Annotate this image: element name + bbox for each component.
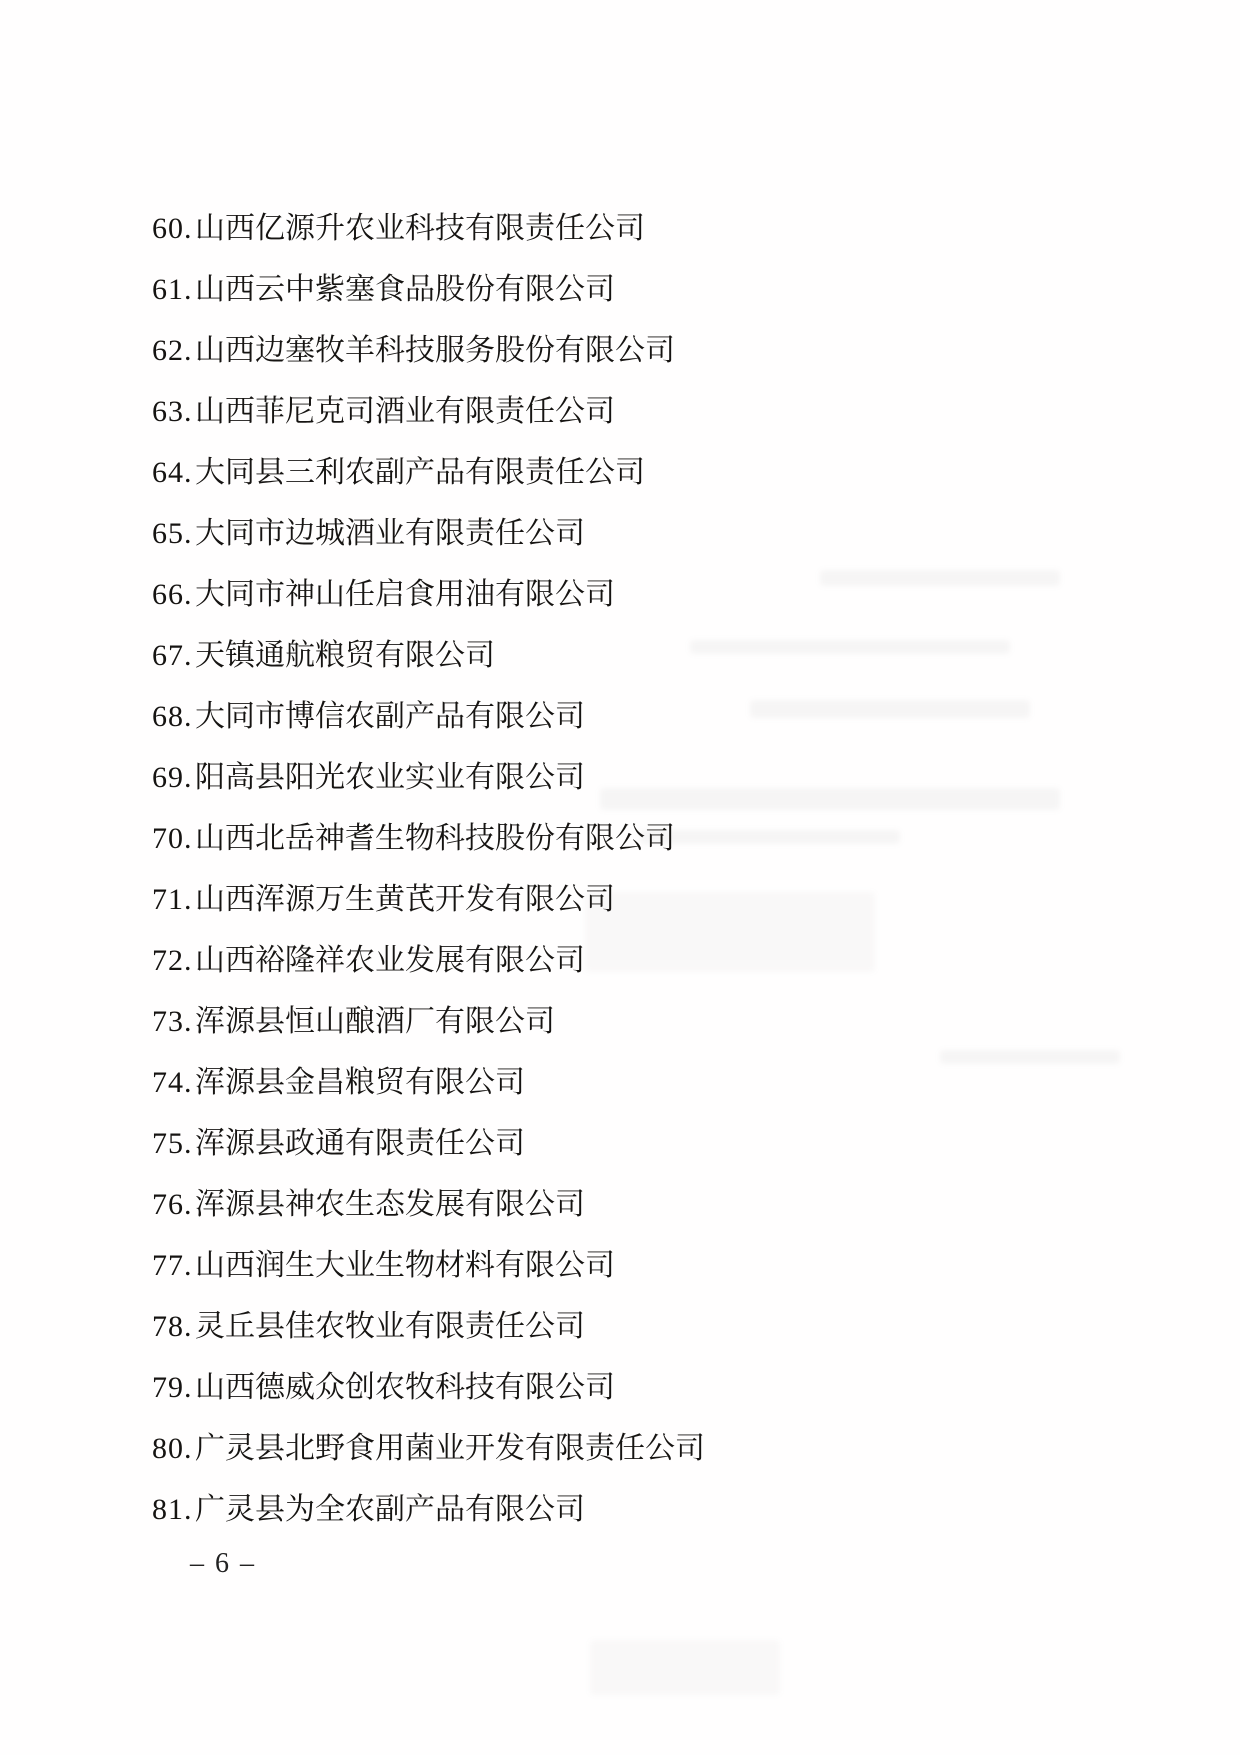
list-item bbox=[152, 259, 1200, 320]
item-number: 81. bbox=[152, 1493, 193, 1526]
list-item bbox=[152, 1235, 1200, 1296]
item-number: 77. bbox=[152, 1249, 193, 1282]
company-name: 灵丘县佳农牧业有限责任公司 bbox=[195, 1310, 585, 1343]
company-name: 浑源县神农生态发展有限公司 bbox=[195, 1188, 585, 1221]
company-name: 大同市博信农副产品有限公司 bbox=[195, 700, 585, 733]
item-number: 70. bbox=[152, 822, 193, 855]
item-number: 80. bbox=[152, 1432, 193, 1465]
list-item bbox=[152, 442, 1200, 503]
list-item bbox=[152, 686, 1200, 747]
company-name: 天镇通航粮贸有限公司 bbox=[195, 639, 495, 672]
company-list bbox=[152, 198, 1200, 1540]
item-number: 74. bbox=[152, 1066, 193, 1099]
list-item bbox=[152, 869, 1200, 930]
list-item bbox=[152, 1174, 1200, 1235]
list-item bbox=[152, 381, 1200, 442]
list-item bbox=[152, 198, 1200, 259]
item-number: 71. bbox=[152, 883, 193, 916]
company-name: 山西裕隆祥农业发展有限公司 bbox=[195, 944, 585, 977]
item-number: 62. bbox=[152, 334, 193, 367]
item-number: 72. bbox=[152, 944, 193, 977]
list-item bbox=[152, 808, 1200, 869]
item-number: 68. bbox=[152, 700, 193, 733]
list-item bbox=[152, 1052, 1200, 1113]
list-item bbox=[152, 564, 1200, 625]
company-name: 山西浑源万生黄芪开发有限公司 bbox=[195, 883, 615, 916]
scan-artifact bbox=[590, 1640, 780, 1695]
company-name: 山西亿源升农业科技有限责任公司 bbox=[195, 212, 645, 245]
page-number: – 6 – bbox=[190, 1548, 256, 1579]
item-number: 73. bbox=[152, 1005, 193, 1038]
company-name: 浑源县政通有限责任公司 bbox=[195, 1127, 525, 1160]
company-name: 广灵县北野食用菌业开发有限责任公司 bbox=[195, 1432, 705, 1465]
item-number: 61. bbox=[152, 273, 193, 306]
list-item bbox=[152, 1418, 1200, 1479]
company-name: 浑源县恒山酿酒厂有限公司 bbox=[195, 1005, 555, 1038]
company-name: 山西润生大业生物材料有限公司 bbox=[195, 1249, 615, 1282]
company-name: 阳高县阳光农业实业有限公司 bbox=[195, 761, 585, 794]
company-name: 山西德威众创农牧科技有限公司 bbox=[195, 1371, 615, 1404]
list-item bbox=[152, 1296, 1200, 1357]
item-number: 75. bbox=[152, 1127, 193, 1160]
company-name: 大同县三利农副产品有限责任公司 bbox=[195, 456, 645, 489]
list-item bbox=[152, 1357, 1200, 1418]
list-item bbox=[152, 1479, 1200, 1540]
list-item bbox=[152, 930, 1200, 991]
list-item bbox=[152, 625, 1200, 686]
company-name: 山西边塞牧羊科技服务股份有限公司 bbox=[195, 334, 675, 367]
list-item bbox=[152, 320, 1200, 381]
list-item bbox=[152, 991, 1200, 1052]
list-item bbox=[152, 503, 1200, 564]
item-number: 69. bbox=[152, 761, 193, 794]
list-item bbox=[152, 747, 1200, 808]
company-name: 浑源县金昌粮贸有限公司 bbox=[195, 1066, 525, 1099]
item-number: 67. bbox=[152, 639, 193, 672]
company-name: 大同市边城酒业有限责任公司 bbox=[195, 517, 585, 550]
company-name: 山西菲尼克司酒业有限责任公司 bbox=[195, 395, 615, 428]
page-footer bbox=[190, 1548, 256, 1580]
company-name: 大同市神山任启食用油有限公司 bbox=[195, 578, 615, 611]
item-number: 76. bbox=[152, 1188, 193, 1221]
list-item bbox=[152, 1113, 1200, 1174]
company-name: 山西北岳神耆生物科技股份有限公司 bbox=[195, 822, 675, 855]
item-number: 64. bbox=[152, 456, 193, 489]
item-number: 78. bbox=[152, 1310, 193, 1343]
item-number: 79. bbox=[152, 1371, 193, 1404]
company-name: 山西云中紫塞食品股份有限公司 bbox=[195, 273, 615, 306]
item-number: 65. bbox=[152, 517, 193, 550]
item-number: 63. bbox=[152, 395, 193, 428]
item-number: 66. bbox=[152, 578, 193, 611]
item-number: 60. bbox=[152, 212, 193, 245]
company-name: 广灵县为全农副产品有限公司 bbox=[195, 1493, 585, 1526]
